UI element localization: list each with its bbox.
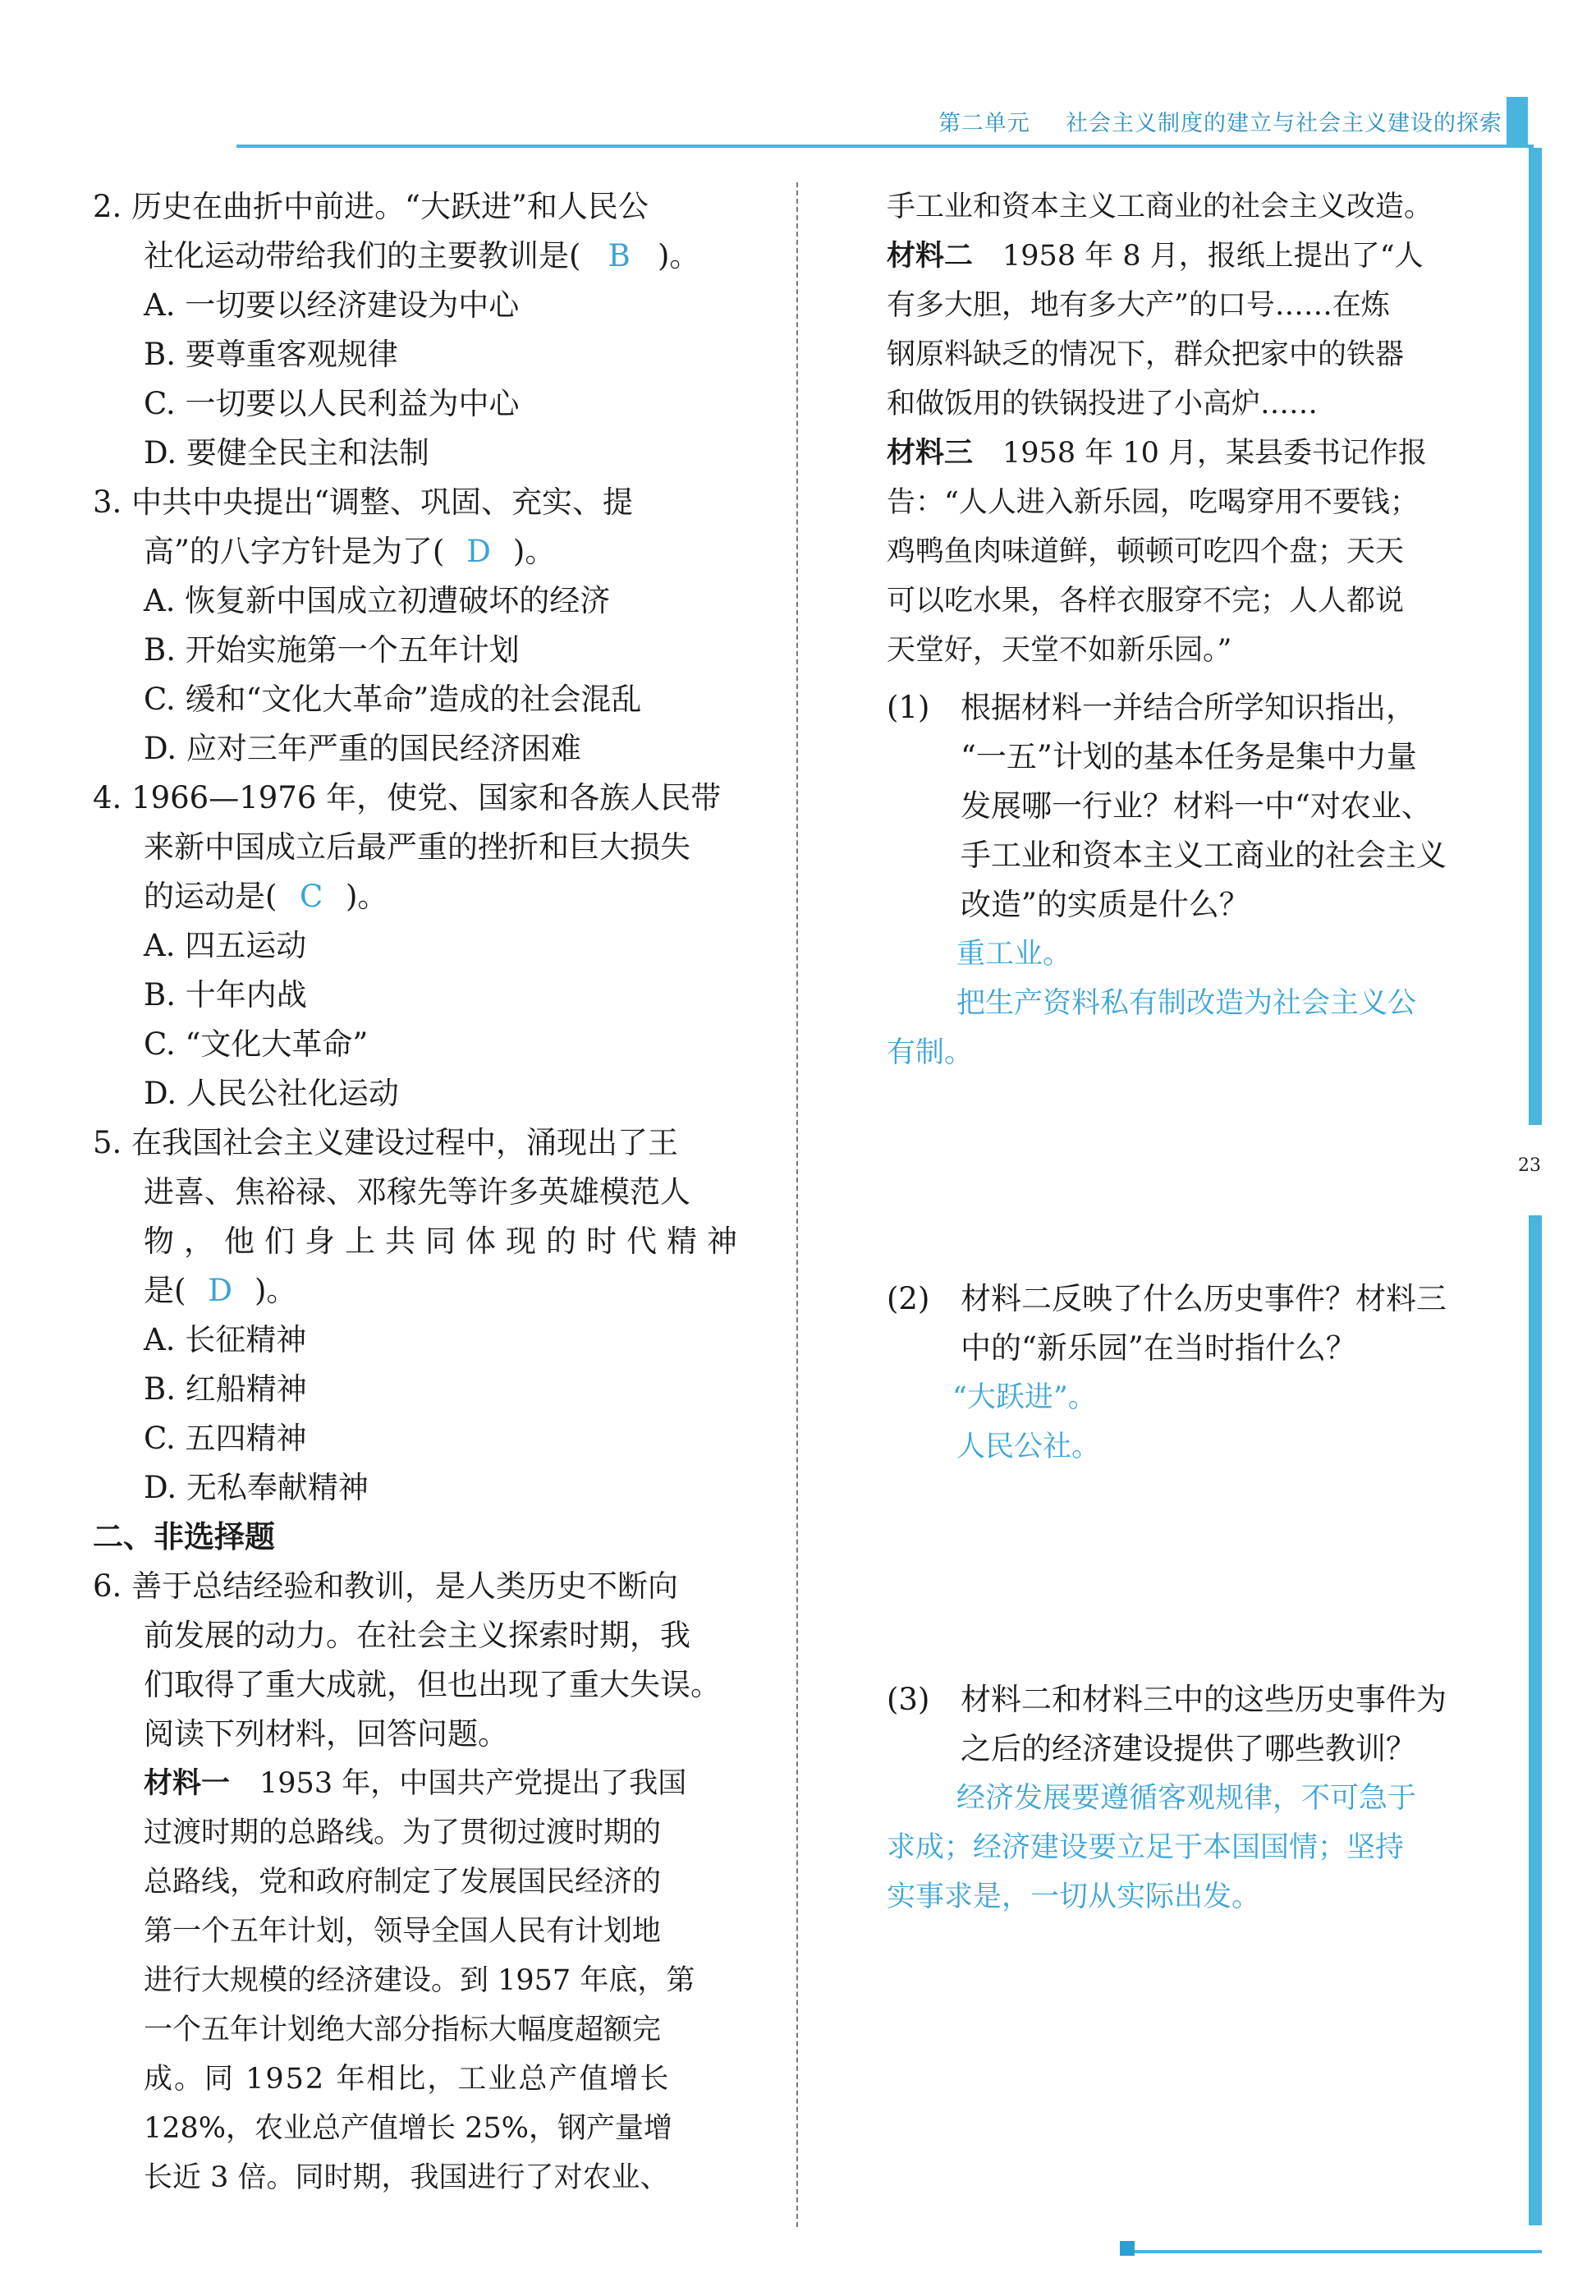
q2-stem-line-1: 2. 历史在曲折中前进。“大跃进”和人民公 xyxy=(93,189,649,224)
q4-stem-line-2: 来新中国成立后最严重的挫折和巨大损失 xyxy=(144,829,690,865)
q3-option-d: D. 应对三年严重的国民经济困难 xyxy=(144,731,581,766)
q3-stem-line-1: 3. 中共中央提出“调整、巩固、充实、提 xyxy=(93,484,633,520)
material3-text: 1958 年 10 月，某县委书记作报 xyxy=(1002,437,1428,470)
material1-line-1 xyxy=(144,1759,686,1808)
sub2-line-2: 中的“新乐园”在当时指什么？ xyxy=(961,1330,1356,1366)
sub2-number: (2) xyxy=(887,1281,930,1316)
sub1-line-4: 手工业和资本主义工商业的社会主义 xyxy=(961,838,1447,873)
q2-stem-text: 社化运动带给我们的主要教训是( xyxy=(144,238,581,273)
sub1-line-3: 发展哪一行业？材料一中“对农业、 xyxy=(961,788,1432,824)
q5-stem-line-3: 物，他们身上共同体现的时代精神 xyxy=(144,1224,747,1259)
sub3-answer-3: 实事求是，一切从实际出发。 xyxy=(887,1880,1261,1913)
q4-stem-line-1: 4. 1966—1976 年，使党、国家和各族人民带 xyxy=(93,780,722,815)
q4-stem-line-3 xyxy=(144,872,388,921)
material2-line-3: 钢原料缺乏的情况下，群众把家中的铁器 xyxy=(887,338,1405,371)
running-header xyxy=(911,105,1502,137)
q4-option-d: D. 人民公社化运动 xyxy=(144,1076,399,1111)
sub1-answer-1: 重工业。 xyxy=(956,938,1072,971)
material2-text: 1958 年 8 月，报纸上提出了“人 xyxy=(1002,240,1424,273)
material1-line-2: 过渡时期的总路线。为了贯彻过渡时期的 xyxy=(144,1816,662,1849)
material3-line-2: 告：“人人进入新乐园，吃喝穿用不要钱； xyxy=(887,486,1419,519)
q5-option-b: B. 红船精神 xyxy=(144,1371,307,1407)
q4-option-c: C. “文化大革命” xyxy=(144,1026,369,1062)
material1-line-6: 一个五年计划绝大部分指标大幅度超额完 xyxy=(144,2014,662,2046)
q2-answer: B xyxy=(608,238,631,273)
q6-intro-line-2: 前发展的动力。在社会主义探索时期，我 xyxy=(144,1618,690,1653)
q4-answer: C xyxy=(300,879,323,914)
section-heading: 二、非选择题 xyxy=(93,1519,275,1554)
q5-stem-line-2: 进喜、焦裕禄、邓稼先等许多英雄模范人 xyxy=(144,1174,690,1210)
q4-option-b: B. 十年内战 xyxy=(144,977,307,1013)
material1-label: 材料一 xyxy=(144,1766,231,1800)
q2-option-b: B. 要尊重客观规律 xyxy=(144,337,398,372)
q3-option-c: C. 缓和“文化大革命”造成的社会混乱 xyxy=(144,682,642,717)
q5-answer: D xyxy=(208,1273,233,1308)
q3-option-b: B. 开始实施第一个五年计划 xyxy=(144,632,520,668)
material1-line-8: 128%，农业总产值增长 25%，钢产量增 xyxy=(144,2112,672,2145)
sub3-line-1: 材料二和材料三中的这些历史事件为 xyxy=(961,1682,1447,1717)
q3-stem-text: 高”的八字方针是为了( xyxy=(144,534,445,569)
sub2-answer-2: 人民公社。 xyxy=(956,1430,1101,1463)
unit-title: 社会主义制度的建立与社会主义建设的探索 xyxy=(1066,111,1502,136)
q5-stem-line-4 xyxy=(144,1266,296,1316)
material3-line-3: 鸡鸭鱼肉味道鲜，顿顿可吃四个盘；天天 xyxy=(887,535,1405,568)
material3-line-5: 天堂好，天堂不如新乐园。” xyxy=(887,634,1232,667)
material3-line-4: 可以吃水果，各样衣服穿不完；人人都说 xyxy=(887,585,1405,618)
material1-line-3: 总路线，党和政府制定了发展国民经济的 xyxy=(144,1866,662,1899)
material1-line-5: 进行大规模的经济建设。到 1957 年底，第 xyxy=(144,1964,695,1997)
q6-intro-line-1: 6. 善于总结经验和教训，是人类历史不断向 xyxy=(93,1568,679,1604)
q3-stem-end: )。 xyxy=(512,534,556,569)
sub1-number: (1) xyxy=(887,690,930,725)
q2-stem-line-2 xyxy=(144,232,699,281)
sub1-line-1: 根据材料一并结合所学知识指出， xyxy=(961,690,1416,725)
q3-answer: D xyxy=(466,534,491,569)
q4-option-a: A. 四五运动 xyxy=(144,928,307,963)
q3-option-a: A. 恢复新中国成立初遭破坏的经济 xyxy=(144,583,611,618)
sub1-answer-3: 有制。 xyxy=(887,1036,974,1069)
material3-line-1 xyxy=(887,429,1427,478)
q2-option-d: D. 要健全民主和法制 xyxy=(144,435,429,471)
q5-stem-line-1: 5. 在我国社会主义建设过程中，涌现出了王 xyxy=(93,1125,679,1160)
footer-square-marker xyxy=(1120,2241,1135,2256)
q3-stem-line-2 xyxy=(144,527,555,576)
sub3-line-2: 之后的经济建设提供了哪些教训？ xyxy=(961,1731,1416,1766)
material2-line-1 xyxy=(887,232,1424,281)
sub3-answer-2: 求成；经济建设要立足于本国国情；坚持 xyxy=(887,1831,1405,1864)
q4-stem-text: 的运动是( xyxy=(144,879,277,914)
material1-line-7: 成。同 1952 年相比，工业总产值增长 xyxy=(144,2063,671,2096)
material1-line-4: 第一个五年计划，领导全国人民有计划地 xyxy=(144,1915,662,1948)
sub1-line-2: “一五”计划的基本任务是集中力量 xyxy=(961,739,1417,774)
q5-option-a: A. 长征精神 xyxy=(144,1322,307,1357)
column-divider xyxy=(796,182,798,2227)
sub2-line-1: 材料二反映了什么历史事件？材料三 xyxy=(961,1281,1447,1316)
q5-option-d: D. 无私奉献精神 xyxy=(144,1470,369,1505)
material1-line-9: 长近 3 倍。同时期，我国进行了对农业、 xyxy=(144,2161,669,2194)
material3-label: 材料三 xyxy=(887,436,974,470)
sub3-answer-1: 经济发展要遵循客观规律，不可急于 xyxy=(956,1782,1417,1815)
material2-line-4: 和做饭用的铁锅投进了小高炉…… xyxy=(887,388,1319,420)
material2-label: 材料二 xyxy=(887,239,974,273)
q2-stem-end: )。 xyxy=(657,238,700,273)
material2-line-2: 有多大胆，地有多大产”的口号……在炼 xyxy=(887,289,1390,322)
material1-text: 1953 年，中国共产党提出了我国 xyxy=(259,1767,687,1800)
q2-option-c: C. 一切要以人民利益为中心 xyxy=(144,386,520,421)
q5-stem-end: )。 xyxy=(254,1273,297,1308)
q5-option-c: C. 五四精神 xyxy=(144,1421,307,1456)
sub3-number: (3) xyxy=(887,1682,930,1717)
header-tab-marker xyxy=(1507,97,1528,148)
page-number: 23 xyxy=(1518,1155,1541,1176)
material1-continuation: 手工业和资本主义工商业的社会主义改造。 xyxy=(887,191,1433,223)
sub2-answer-1: “大跃进”。 xyxy=(952,1381,1097,1414)
unit-label: 第二单元 xyxy=(938,111,1030,136)
header-rule xyxy=(236,145,1534,148)
sub1-answer-2: 把生产资料私有制改造为社会主义公 xyxy=(956,987,1417,1020)
q2-option-a: A. 一切要以经济建设为中心 xyxy=(144,287,520,323)
sub1-line-5: 改造”的实质是什么？ xyxy=(961,887,1250,922)
q6-intro-line-3: 们取得了重大成就，但也出现了重大失误。 xyxy=(144,1667,721,1702)
q4-stem-end: )。 xyxy=(345,879,388,914)
footer-rule xyxy=(1125,2250,1542,2253)
q5-stem-text: 是( xyxy=(144,1273,186,1308)
q6-intro-line-4: 阅读下列材料，回答问题。 xyxy=(144,1716,508,1752)
